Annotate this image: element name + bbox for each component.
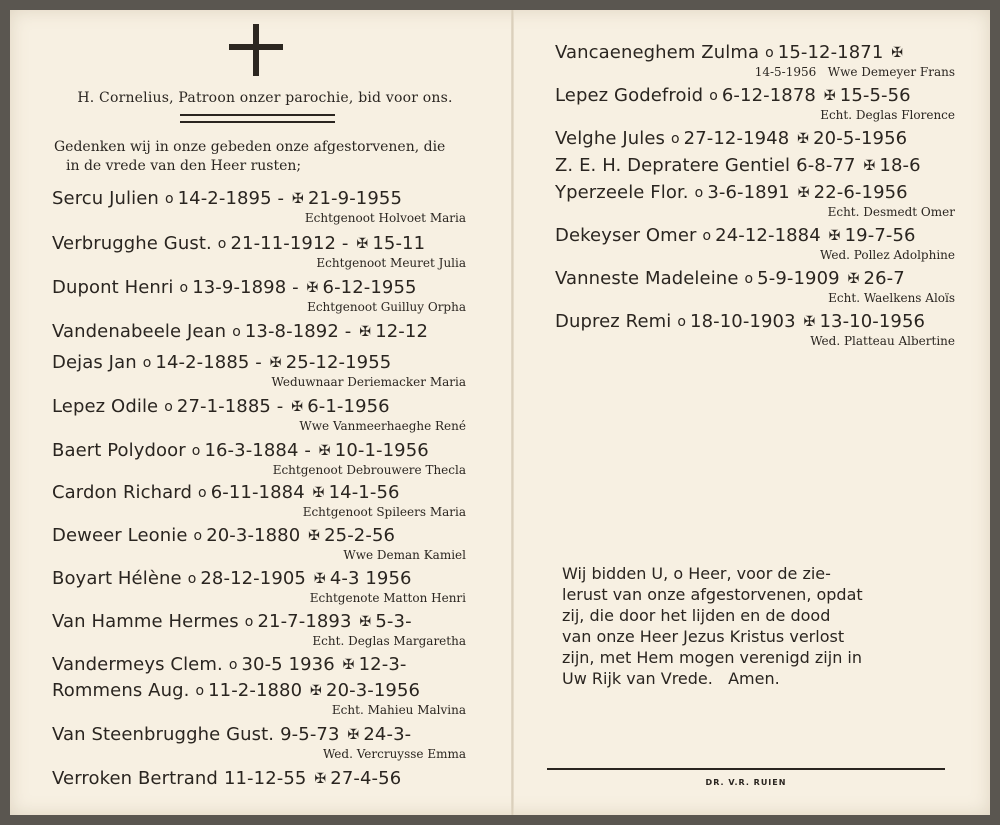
death-cross-icon: ✠ <box>828 228 841 244</box>
deceased-entry <box>52 440 466 480</box>
deceased-entry <box>555 225 955 265</box>
death-cross-icon: ✠ <box>359 324 372 340</box>
spouse-line: Echtgenote Matton Henri <box>309 591 466 605</box>
deceased-entry <box>52 277 466 317</box>
spouse-line: Echt. Desmedt Omer <box>827 205 955 219</box>
deceased-entry <box>555 182 955 222</box>
death-date: 5-3- <box>375 611 412 632</box>
deceased-name: Dekeyser Omer <box>555 225 697 246</box>
deceased-name: Rommens Aug. <box>52 680 190 701</box>
death-cross-icon: ✠ <box>312 485 325 501</box>
birth-date: 30-5 1936 <box>241 654 335 675</box>
death-date: 6-1-1956 <box>307 396 390 417</box>
memorial-card <box>10 10 990 815</box>
deceased-entry <box>52 525 466 565</box>
death-cross-icon: ✠ <box>313 571 326 587</box>
birth-icon: o <box>228 657 238 673</box>
birth-date: 13-8-1892 - <box>244 321 352 342</box>
birth-date: 21-11-1912 - <box>230 233 349 254</box>
birth-date: 6-12-1878 <box>721 85 816 106</box>
birth-date: 21-7-1893 <box>257 611 352 632</box>
deceased-name: Boyart Hélène <box>52 568 182 589</box>
birth-icon: o <box>694 185 704 201</box>
birth-date: 20-3-1880 <box>206 525 301 546</box>
death-cross-icon: ✠ <box>314 771 327 787</box>
death-date: 22-6-1956 <box>813 182 908 203</box>
death-cross-icon: ✠ <box>308 528 321 544</box>
birth-icon: o <box>244 614 254 630</box>
death-cross-icon: ✠ <box>342 657 355 673</box>
printer-imprint: DR. V.R. RUIEN <box>705 778 787 787</box>
death-date: 12-12 <box>375 321 428 342</box>
spouse-line: Weduwnaar Deriemacker Maria <box>271 375 466 389</box>
birth-date: 27-1-1885 - <box>176 396 284 417</box>
birth-date: 16-3-1884 - <box>204 440 311 461</box>
death-cross-icon: ✠ <box>310 683 323 699</box>
birth-icon: o <box>765 45 774 61</box>
closing-prayer <box>562 563 962 689</box>
spouse-line: Echtgenoot Meuret Julia <box>316 256 466 270</box>
double-rule <box>180 114 335 123</box>
birth-icon: o <box>187 571 197 587</box>
deceased-entry <box>555 311 955 351</box>
deceased-entry <box>52 724 466 764</box>
death-date: 10-1-1956 <box>334 440 429 461</box>
spouse-line: Echtgenoot Debrouwere Thecla <box>272 463 466 477</box>
prayer-line: Wij bidden U, o Heer, voor de zie- <box>562 564 831 583</box>
birth-icon: o <box>702 228 712 244</box>
deceased-name: Baert Polydoor <box>52 440 186 461</box>
birth-date: 24-12-1884 <box>715 225 821 246</box>
death-date: 12-3- <box>358 654 407 675</box>
death-date: 4-3 1956 <box>329 568 412 589</box>
deceased-entry <box>52 188 466 228</box>
intro-text <box>54 138 474 176</box>
deceased-name: Lepez Odile <box>52 396 159 417</box>
spouse-line: Echtgenoot Guilluy Orpha <box>307 300 466 314</box>
birth-date: 18-10-1903 <box>690 311 796 332</box>
deceased-name: Vandermeys Clem. <box>52 654 223 675</box>
death-cross-icon: ✠ <box>847 271 860 287</box>
birth-date: 11-2-1880 <box>208 680 303 701</box>
birth-icon: o <box>142 355 152 371</box>
birth-icon: o <box>744 271 754 287</box>
prayer-line: lerust van onze afgestorvenen, opdat <box>562 585 863 604</box>
deceased-name: Sercu Julien <box>52 188 159 209</box>
birth-date: 11-12-55 <box>223 768 307 789</box>
death-cross-icon: ✠ <box>823 88 836 104</box>
birth-icon: o <box>191 443 201 459</box>
birth-date: 6-11-1884 <box>210 482 305 503</box>
spouse-line: Echt. Deglas Florence <box>820 108 955 122</box>
spouse-line: Wed. Vercruysse Emma <box>322 747 466 761</box>
death-date: 14-1-56 <box>328 482 400 503</box>
birth-icon: o <box>677 314 687 330</box>
birth-date: 14-2-1885 - <box>155 352 262 373</box>
deceased-name: Lepez Godefroid <box>555 85 704 106</box>
birth-icon: o <box>671 131 680 147</box>
birth-icon: o <box>232 324 241 340</box>
deceased-entry <box>52 680 466 720</box>
death-cross-icon: ✠ <box>803 314 816 330</box>
deceased-entry <box>52 352 466 392</box>
death-date: 26-7 <box>863 268 905 289</box>
birth-date: 5-9-1909 <box>757 268 840 289</box>
deceased-name: Dejas Jan <box>52 352 137 373</box>
birth-date: 28-12-1905 <box>200 568 306 589</box>
deceased-name: Cardon Richard <box>52 482 193 503</box>
birth-icon: o <box>179 280 189 296</box>
death-date: 20-5-1956 <box>813 128 908 149</box>
birth-date: 27-12-1948 <box>683 128 790 149</box>
death-date: 24-3- <box>363 724 412 745</box>
death-cross-icon: ✠ <box>292 191 304 207</box>
death-date: 21-9-1955 <box>307 188 402 209</box>
deceased-name: Vandenabeele Jean <box>52 321 227 342</box>
birth-date: 6-8-77 <box>796 155 856 176</box>
death-date: 27-4-56 <box>330 768 402 789</box>
death-cross-icon: ✠ <box>891 45 904 61</box>
spouse-line: Wed. Pollez Adolphine <box>820 248 955 262</box>
spouse-line: Echtgenoot Spileers Maria <box>302 505 466 519</box>
birth-icon: o <box>195 683 205 699</box>
birth-icon: o <box>164 399 173 415</box>
spouse-line: Echtgenoot Holvoet Maria <box>304 211 466 225</box>
death-date: 20-3-1956 <box>326 680 421 701</box>
birth-icon: o <box>198 485 207 501</box>
prayer-line: zij, die door het lijden en de dood <box>562 606 831 625</box>
spouse-line: Echt. Mahieu Malvina <box>331 703 466 717</box>
death-date: 25-12-1955 <box>285 352 392 373</box>
deceased-name: Deweer Leonie <box>52 525 188 546</box>
deceased-name: Van Steenbrugghe Gust. <box>52 724 275 745</box>
deceased-name: Van Hamme Hermes <box>52 611 239 632</box>
deceased-name: Velghe Jules <box>555 128 665 149</box>
death-cross-icon: ✠ <box>291 399 304 415</box>
spouse-line: Wed. Platteau Albertine <box>810 334 955 348</box>
intro-line-1: Gedenken wij in onze gebeden onze afgestorvenen, die <box>54 139 446 155</box>
deceased-entry <box>555 42 955 82</box>
deceased-name: Z. E. H. Depratere Gentiel <box>555 155 791 176</box>
deceased-entry <box>52 396 466 436</box>
spouse-line: Echt. Deglas Margaretha <box>312 634 466 648</box>
deceased-entry <box>555 268 955 308</box>
birth-date: 9-5-73 <box>280 724 340 745</box>
deceased-entry <box>52 568 466 608</box>
spouse-line: 14-5-1956 Wwe Demeyer Frans <box>754 65 955 79</box>
deceased-entry <box>555 85 955 125</box>
deceased-entry <box>52 768 466 808</box>
death-cross-icon: ✠ <box>318 443 331 459</box>
deceased-name: Verroken Bertrand <box>52 768 218 789</box>
death-cross-icon: ✠ <box>347 727 360 743</box>
death-date: 6-12-1955 <box>322 277 417 298</box>
birth-date: 3-6-1891 <box>707 182 790 203</box>
deceased-entry <box>52 233 466 273</box>
death-date: 13-10-1956 <box>819 311 926 332</box>
death-date: 19-7-56 <box>844 225 916 246</box>
deceased-name: Vanneste Madeleine <box>555 268 739 289</box>
patron-invocation: H. Cornelius, Patroon onzer parochie, bid voor ons. <box>77 90 453 106</box>
death-cross-icon: ✠ <box>306 280 319 296</box>
death-cross-icon: ✠ <box>356 236 369 252</box>
deceased-name: Duprez Remi <box>555 311 672 332</box>
spouse-line: Wwe Deman Kamiel <box>343 548 466 562</box>
death-date: 14-5-1956 <box>754 65 817 79</box>
prayer-line: van onze Heer Jezus Kristus verlost <box>562 627 845 646</box>
deceased-name: Verbrugghe Gust. <box>52 233 212 254</box>
prayer-line: zijn, met Hem mogen verenigd zijn in <box>562 648 863 667</box>
death-cross-icon: ✠ <box>359 614 372 630</box>
deceased-name: Yperzeele Flor. <box>555 182 689 203</box>
birth-icon: o <box>709 88 718 104</box>
death-cross-icon: ✠ <box>863 158 876 174</box>
center-fold <box>511 10 514 815</box>
birth-icon: o <box>217 236 227 252</box>
intro-line-2: in de vrede van den Heer rusten; <box>66 158 302 174</box>
death-date: 25-2-56 <box>324 525 396 546</box>
spouse-line: Wwe Vanmeerhaeghe René <box>299 419 466 433</box>
deceased-name: Vancaeneghem Zulma <box>555 42 760 63</box>
footer-rule <box>547 768 945 770</box>
deceased-name: Dupont Henri <box>52 277 174 298</box>
spouse-line: Echt. Waelkens Aloïs <box>828 291 955 305</box>
birth-icon: o <box>164 191 174 207</box>
cross-icon <box>229 24 283 78</box>
death-cross-icon: ✠ <box>797 185 810 201</box>
death-date: 15-11 <box>372 233 426 254</box>
birth-date: 13-9-1898 - <box>192 277 299 298</box>
deceased-entry <box>52 611 466 651</box>
deceased-entry <box>52 482 466 522</box>
death-cross-icon: ✠ <box>269 355 282 371</box>
birth-date: 15-12-1871 <box>777 42 884 63</box>
death-date: 15-5-56 <box>839 85 911 106</box>
death-date: 18-6 <box>879 155 921 176</box>
prayer-line: Uw Rijk van Vrede. Amen. <box>562 669 780 688</box>
birth-date: 14-2-1895 - <box>177 188 285 209</box>
death-cross-icon: ✠ <box>797 131 810 147</box>
birth-icon: o <box>193 528 203 544</box>
